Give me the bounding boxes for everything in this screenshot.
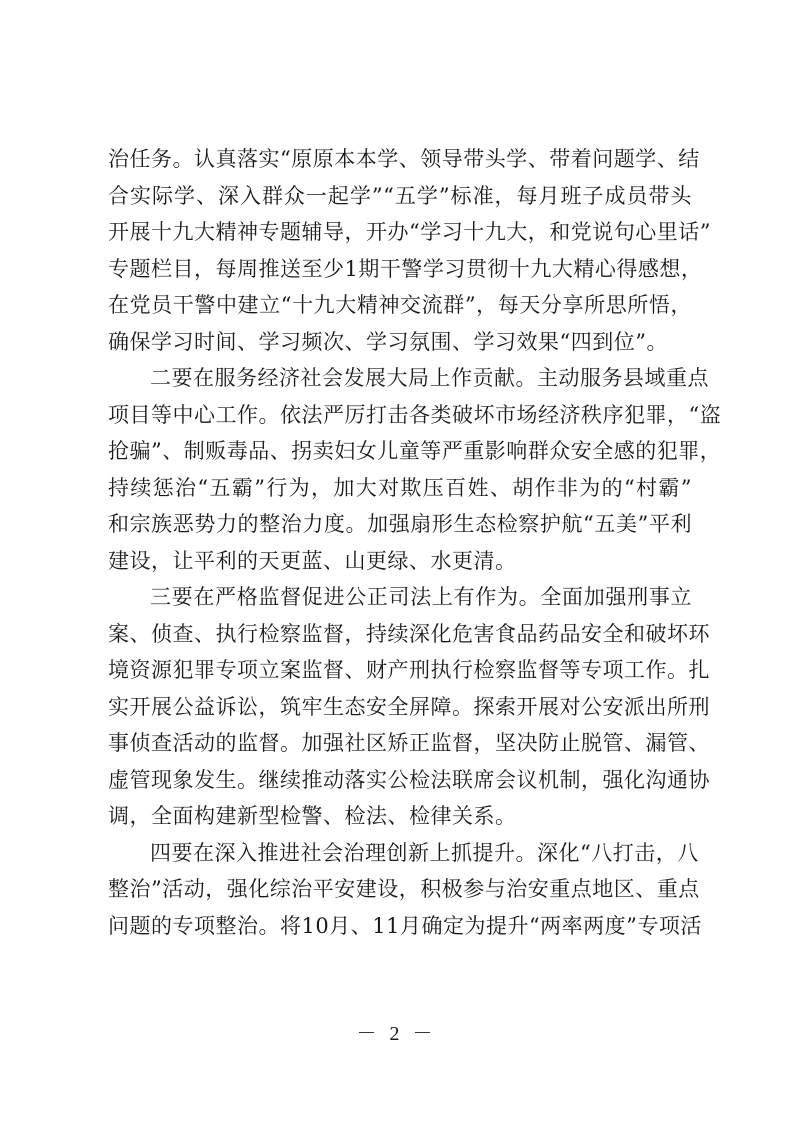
text-line: 二要在服务经济社会发展大局上作贡献。主动服务县域重点 <box>150 366 709 390</box>
paragraph <box>108 360 722 579</box>
text-line: 和宗族恶势力的整治力度。加强扇形生态检察护航“五美”平利 <box>108 512 692 536</box>
page-number: － 2 － <box>356 1023 437 1045</box>
text-line: 开展十九大精神专题辅导，开办“学习十九大，和党说句心里话” <box>108 220 711 244</box>
text-line: 合实际学、深入群众一起学”“五学”标准，每月班子成员带头 <box>108 183 692 208</box>
text-line: 调，全面构建新型检警、检法、检律关系。 <box>108 804 517 828</box>
paragraph <box>108 835 702 945</box>
text-line: 案、侦查、执行检察监督，持续深化危害食品药品安全和破坏环 <box>108 621 710 646</box>
text-line: 事侦查活动的监督。加强社区矫正监督，坚决防止脱管、漏管、 <box>108 731 710 755</box>
text-line: 问题的专项整治。将10月、11月确定为提升“两率两度”专项活 <box>108 913 702 938</box>
text-line: 四要在深入推进社会治理创新上抓提升。深化“八打击，八 <box>150 840 699 865</box>
body-text <box>108 141 722 944</box>
paragraph <box>108 141 711 360</box>
text-line: 建设，让平利的天更蓝、山更绿、水更清。 <box>108 548 517 573</box>
text-line: 治任务。认真落实“原原本本学、领导带头学、带着问题学、结 <box>108 147 700 171</box>
text-line: 实开展公益诉讼，筑牢生态安全屏障。探索开展对公安派出所刑 <box>108 694 710 719</box>
paragraph <box>108 579 710 835</box>
text-line: 在党员干警中建立“十九大精神交流群”，每天分享所思所悟， <box>108 293 692 317</box>
text-line: 三要在严格监督促进公正司法上有作为。全面加强刑事立 <box>150 585 692 609</box>
text-line: 虚管现象发生。继续推动落实公检法联席会议机制，强化沟通协 <box>108 767 710 792</box>
text-line: 境资源犯罪专项立案监督、财产刑执行检察监督等专项工作。扎 <box>108 658 710 682</box>
text-line: 持续惩治“五霸”行为，加大对欺压百姓、胡作非为的“村霸” <box>108 475 692 500</box>
text-line: 抢骗”、制贩毒品、拐卖妇女儿童等严重影响群众安全感的犯罪， <box>108 439 722 463</box>
text-line: 专题栏目，每周推送至少1期干警学习贯彻十九大精心得感想， <box>108 256 703 281</box>
text-line: 项目等中心工作。依法严厉打击各类破坏市场经济秩序犯罪，“盗 <box>108 402 722 427</box>
text-line: 确保学习时间、学习频次、学习氛围、学习效果“四到位”。 <box>108 329 668 354</box>
text-line: 整治”活动，强化综治平安建设，积极参与治安重点地区、重点 <box>108 877 700 901</box>
